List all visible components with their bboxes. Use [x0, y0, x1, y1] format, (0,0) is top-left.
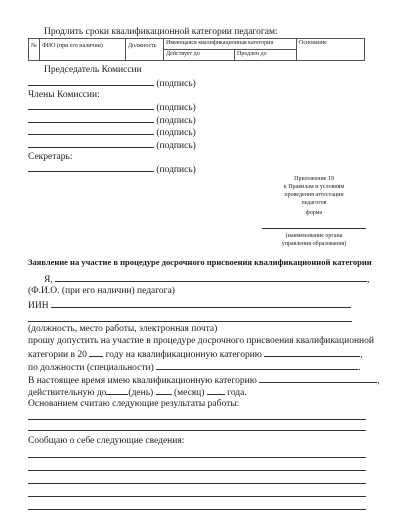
col-valid-until: Действует до	[164, 50, 235, 61]
results-label: Основанием считаю следующие результаты работы:	[28, 399, 240, 409]
signature-line	[28, 100, 154, 110]
signature-line	[28, 162, 154, 172]
fio-line	[55, 272, 367, 282]
chair-label: Председатель Комиссии	[44, 65, 142, 75]
form-label: форма	[305, 210, 323, 216]
month-line	[156, 385, 172, 395]
current-category-label: В настоящее время имею квалификационную категорию	[28, 376, 257, 386]
col-name: ФИО (при его наличии)	[40, 39, 126, 61]
application-title: Заявление на участие в процедуре досрочного присвоения квалификационной категории	[28, 257, 372, 267]
current-category-line	[259, 373, 377, 383]
year-category-row: категории в 20 году на квалификационную категорию ,	[28, 347, 363, 361]
day-note: (день)	[128, 388, 154, 398]
valid-until-label: действительную до	[28, 388, 107, 398]
secretary-label: Секретарь:	[28, 152, 73, 162]
request-line: прошу допустить на участие в процедуре досрочного присвоения квалификационной	[28, 336, 374, 346]
signature-note: (подпись)	[156, 128, 196, 138]
request-prefix: категории в 20	[28, 350, 87, 360]
year-line	[207, 385, 225, 395]
signature-note: (подпись)	[156, 165, 196, 175]
position-line	[28, 321, 352, 322]
org-name-line	[262, 228, 366, 229]
appendix-number: Приложение 19	[294, 176, 334, 182]
specialty-label: по должности (специальности)	[28, 363, 154, 373]
col-category: Имеющаяся квалификационная категория	[164, 39, 297, 50]
about-line	[28, 483, 366, 484]
member-signature-row	[28, 100, 196, 114]
fio-note: (Ф.И.О. (при его наличии) педагога)	[28, 286, 175, 296]
about-line	[28, 457, 366, 458]
col-basis: Основание	[297, 39, 365, 61]
signature-note: (подпись)	[156, 116, 196, 126]
iin-row	[28, 298, 351, 312]
signature-line	[28, 76, 154, 86]
about-label: Сообщаю о себе следующие сведения:	[28, 436, 185, 446]
qualification-table	[28, 38, 365, 61]
members-label: Члены Комиссии:	[28, 90, 100, 100]
specialty-line	[156, 360, 358, 370]
signature-note: (подпись)	[156, 103, 196, 113]
about-line	[28, 496, 366, 497]
col-number: №	[29, 39, 40, 61]
month-note: (месяц)	[173, 388, 205, 398]
day-line	[106, 385, 128, 395]
chair-signature-row	[28, 76, 196, 90]
signature-note: (подпись)	[156, 141, 196, 151]
i-label: Я,	[44, 275, 53, 285]
signature-line	[28, 113, 154, 123]
appendix-line: проведения аттестации	[284, 192, 344, 198]
col-extended-until: Продлен до	[235, 50, 297, 61]
extend-heading: Продлить сроки квалификационной категории педагогам:	[44, 27, 278, 37]
member-signature-row	[28, 138, 196, 152]
member-signature-row	[28, 125, 196, 139]
appendix-line: к Правилам и условиям	[283, 184, 345, 190]
year-note: года.	[227, 388, 247, 398]
table-header-row	[29, 39, 365, 50]
col-position: Должность	[126, 39, 164, 61]
org-note: (наименование органа	[285, 233, 343, 239]
appendix-line: педагогов	[301, 200, 327, 206]
iin-label: ИИН	[28, 301, 49, 311]
position-note: (должность, место работы, электронная почта)	[28, 324, 218, 334]
signature-line	[28, 125, 154, 135]
org-note: управления образования)	[281, 241, 347, 247]
results-line	[28, 430, 366, 431]
category-line	[264, 347, 360, 357]
i-row: Я, ,	[44, 272, 369, 286]
signature-note: (подпись)	[156, 79, 196, 89]
about-line	[28, 470, 366, 471]
secretary-signature-row	[28, 162, 196, 176]
current-category-row: В настоящее время имею квалификационную категорию ,	[28, 373, 380, 387]
iin-line	[51, 298, 351, 308]
signature-line	[28, 138, 154, 148]
specialty-row: по должности (специальности) .	[28, 360, 361, 374]
valid-until-row	[28, 385, 247, 399]
about-line	[28, 509, 366, 510]
request-suffix: году на квалификационную категорию	[105, 350, 262, 360]
year-line	[89, 347, 103, 357]
results-line	[28, 419, 366, 420]
